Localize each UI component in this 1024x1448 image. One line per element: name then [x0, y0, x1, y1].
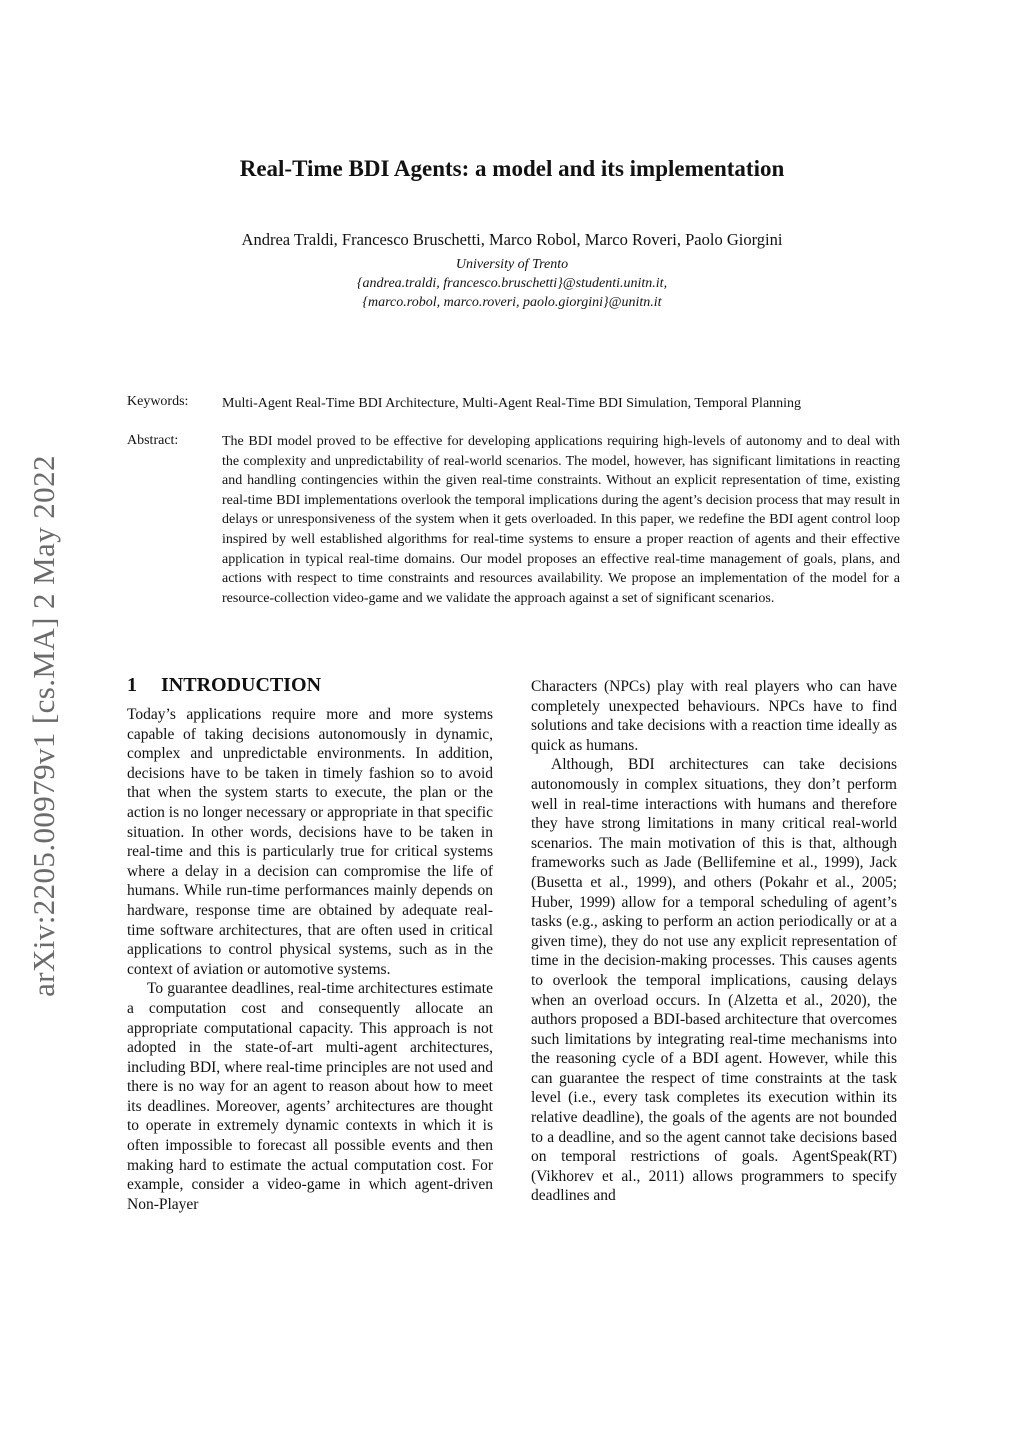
keywords-text: Multi-Agent Real-Time BDI Architecture, Multi-Agent Real-Time BDI Simulation, Temporal Planning	[222, 396, 802, 411]
right-column	[531, 677, 897, 1206]
paper-title: Real-Time BDI Agents: a model and its implementation	[239, 156, 785, 181]
email-line-faculty: {marco.robol, marco.roveri, paolo.giorgini}@unitn.it	[362, 295, 662, 310]
paragraph: Today’s applications require more and more systems capable of taking decisions autonomously in dynamic, complex and unpredictable environments. In addition, decisions have to be taken in timely fashion so to avoid that when the system starts to execute, the plan or the action is no longer necessary or appropriate in that specific situation. In other words, decisions have to be taken in real-time and this is particularly true for critical systems where a delay in a decision can compromise the life of humans. While run-time performances mainly depends on hardware, response time are obtained by adequate real-time software architectures, that are often used in critical applications to control physical systems, such as in the context of aviation or automotive systems.	[127, 706, 493, 978]
paragraph: To guarantee deadlines, real-time architectures estimate a computation cost and consequently allocate an appropriate computational capacity. This approach is not adopted in the state-of-art multi-agent architectures, including BDI, where real-time principles are not used and there is no way for an agent to reason about how to meet its deadlines. Moreover, agents’ architectures are thought to operate in extremely dynamic contexts in which it is often impossible to forecast all possible events and then making hard to estimate the actual computation cost. For example, consider a video-game in which agent-driven Non-Player	[127, 980, 493, 1213]
affiliation: University of Trento	[455, 257, 569, 272]
abstract-label: Abstract:	[127, 433, 179, 448]
section-number: 1	[127, 674, 137, 696]
paragraph: Although, BDI architectures can take decisions autonomously in complex situations, they don’t perform well in real-time interactions with humans and therefore they have strong limitations in many critical real-world scenarios. The main motivation of this is that, although frameworks such as Jade (Bellifemine et al., 1999), Jack (Busetta et al., 1999), and others (Pokahr et al., 2005; Huber, 1999) allow for a temporal scheduling of agent’s tasks (e.g., asking to perform an action periodically or at a given time), they do not use any explicit representation of time in the decision-making processes. This causes agents to overlook the temporal implications, causing delays when an overload occurs. In (Alzetta et al., 2020), the authors proposed a BDI-based architecture that overcomes such limitations by integrating real-time mechanisms into the reasoning cycle of a BDI agent. However, while this can guarantee the respect of time constraints at the task level (i.e., every task completes its execution within its relative deadline), the goals of the agents are not bounded to a deadline, and so the agent cannot take decisions based on temporal restrictions of goals. AgentSpeak(RT) (Vikhorev et al., 2011) allows programmers to specify deadlines and	[531, 756, 897, 1205]
paragraph: Characters (NPCs) play with real players who can have completely unexpected behaviours. NPCs have to find solutions and take decisions with a reaction time ideally as quick as humans.	[531, 678, 897, 754]
keywords-label: Keywords:	[127, 394, 189, 409]
affiliation-block	[0, 255, 1024, 312]
arxiv-identifier: arXiv:2205.00979v1 [cs.MA] 2 May 2022	[26, 455, 61, 997]
section-heading	[127, 674, 321, 697]
author-list: Andrea Traldi, Francesco Bruschetti, Marco Robol, Marco Roveri, Paolo Giorgini	[241, 230, 783, 249]
email-line-students: {andrea.traldi, francesco.bruschetti}@studenti.unitn.it,	[356, 276, 668, 291]
left-column	[127, 705, 493, 1214]
section-title: INTRODUCTION	[161, 674, 322, 696]
abstract-text: The BDI model proved to be effective for developing applications requiring high-levels of autonomy and to deal with the complexity and unpredictability of real-world scenarios. The model, however, has significant limitations in reacting and handling contingencies within the given real-time constraints. Without an explicit representation of time, existing real-time BDI implementations overlook the temporal implications during the agent’s decision process that may result in delays or unresponsiveness of the system when it gets overloaded. In this paper, we redefine the BDI agent control loop inspired by well established algorithms for real-time systems to ensure a proper reaction of agents and their effective application in typical real-time domains. Our model proposes an effective real-time management of goals, plans, and actions with respect to time constraints and resources availability. We propose an implementation of the model for a resource-collection video-game and we validate the approach against a set of significant scenarios.	[222, 434, 900, 606]
